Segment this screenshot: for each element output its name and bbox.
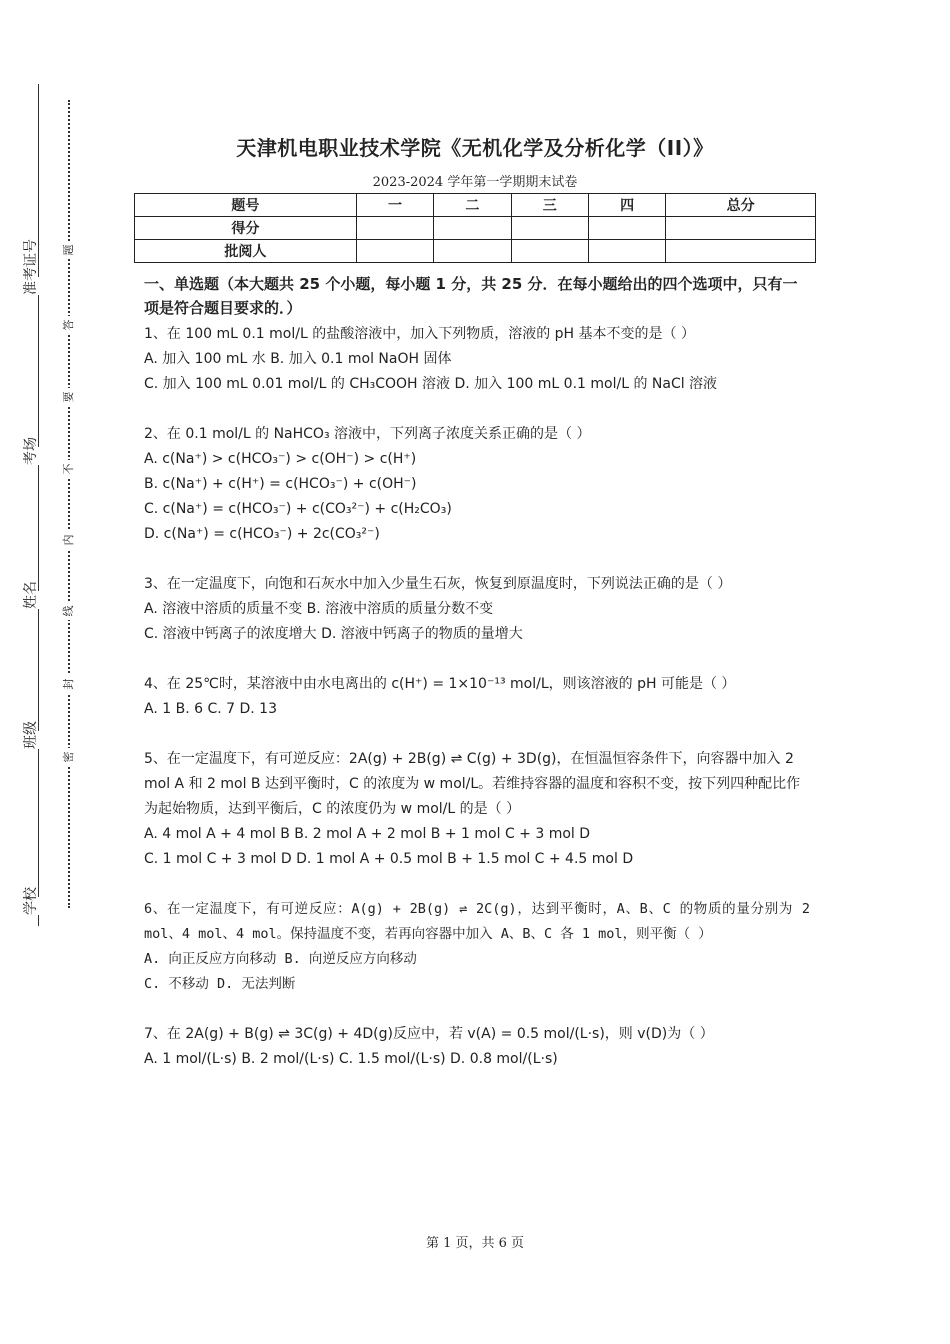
question-options: C. 溶液中钙离子的浓度增大 D. 溶液中钙离子的物质的量增大 [144,626,523,642]
question-stem: 1、在 100 mL 0.1 mol/L 的盐酸溶液中，加入下列物质，溶液的 pH 基本不变的是（ ） [144,326,695,342]
score-cell [511,240,588,263]
question-options: C. 不移动 D. 无法判断 [144,976,296,992]
score-cell: 三 [511,194,588,217]
seal-char: 封 [62,675,76,693]
score-cell [434,240,511,263]
score-cell: 二 [434,194,511,217]
question-7 [144,1022,810,1072]
margin-label-class: 班级 [23,721,39,749]
question-options: C. c(Na⁺) = c(HCO₃⁻) + c(CO₃²⁻) + c(H₂CO₃) [144,501,452,517]
question-stem: 7、在 2A(g) + B(g) ⇌ 3C(g) + 4D(g)反应中，若 v(A) = 0.5 mol/(L·s)，则 v(D)为（ ） [144,1026,714,1042]
score-cell: 总分 [666,194,816,217]
score-cell [666,217,816,240]
question-6 [144,897,810,997]
question-stem: 6、在一定温度下，有可逆反应：A(g) + 2B(g) ⇌ 2C(g)，达到平衡时，A、B、C 的物质的量分别为 2 mol、4 mol、4 mol。保持温度不变，若再向容器中加入 A、B、C 各 1 mol，则平衡（ ） [144,901,810,942]
question-options: C. 加入 100 mL 0.01 mol/L 的 CH₃COOH 溶液 D. 加入 100 mL 0.1 mol/L 的 NaCl 溶液 [144,376,718,392]
seal-char: 不 [62,460,76,478]
question-1 [144,322,810,397]
question-options: A. c(Na⁺) > c(HCO₃⁻) > c(OH⁻) > c(H⁺) [144,451,417,467]
score-cell: 得分 [135,217,357,240]
seal-char: 要 [62,388,76,406]
question-options: D. c(Na⁺) = c(HCO₃⁻) + 2c(CO₃²⁻) [144,526,380,542]
score-cell [511,217,588,240]
page-footer: 第 1 页，共 6 页 [425,1236,525,1251]
question-2 [144,422,810,547]
question-options: A. 1 mol/(L·s) B. 2 mol/(L·s) C. 1.5 mol/(L·s) D. 0.8 mol/(L·s) [144,1051,558,1067]
question-stem: 2、在 0.1 mol/L 的 NaHCO₃ 溶液中，下列离子浓度关系正确的是（ ） [144,426,591,442]
score-table-row [135,240,816,263]
score-cell [356,217,433,240]
question-options: C. 1 mol C + 3 mol D D. 1 mol A + 0.5 mol B + 1.5 mol C + 4.5 mol D [144,851,634,867]
score-table [134,193,816,263]
score-table-header-row [135,194,816,217]
exam-subtitle: 2023-2024 学年第一学期期末试卷 [372,175,578,190]
score-cell: 四 [588,194,665,217]
question-3 [144,572,810,647]
seal-char: 题 [62,241,76,259]
score-cell [434,217,511,240]
margin-label-exam-id: 准考证号 [23,239,39,295]
exam-title: 天津机电职业技术学院《无机化学及分析化学（II）》 [236,136,714,160]
binding-line [38,84,39,926]
score-cell [588,240,665,263]
question-options: A. 4 mol A + 4 mol B B. 2 mol A + 2 mol B + 1 mol C + 3 mol D [144,826,591,842]
question-stem: 4、在 25℃时，某溶液中由水电离出的 c(H⁺) = 1×10⁻¹³ mol/L，则该溶液的 pH 可能是（ ） [144,676,736,692]
question-list [144,322,810,1097]
seal-char: 密 [62,748,76,766]
section-title: 一、单选题（本大题共 25 个小题，每小题 1 分，共 25 分．在每小题给出的四个选项中，只有一项是符合题目要求的．） [144,275,798,317]
seal-char: 线 [62,602,76,620]
score-cell: 批阅人 [135,240,357,263]
seal-char: 答 [62,316,76,334]
seal-char: 内 [62,531,76,549]
question-options: B. c(Na⁺) + c(H⁺) = c(HCO₃⁻) + c(OH⁻) [144,476,417,492]
score-cell [666,240,816,263]
score-cell: 题号 [135,194,357,217]
score-cell: 一 [356,194,433,217]
score-cell [356,240,433,263]
margin-label-school: 学校 [23,887,39,915]
score-table-row [135,217,816,240]
question-options: A. 1 B. 6 C. 7 D. 13 [144,701,277,717]
question-options: A. 溶液中溶质的质量不变 B. 溶液中溶质的质量分数不变 [144,601,494,617]
question-4 [144,672,810,722]
question-stem: 3、在一定温度下，向饱和石灰水中加入少量生石灰，恢复到原温度时，下列说法正确的是（ ） [144,576,732,592]
score-cell [588,217,665,240]
margin-label-name: 姓名 [23,581,39,609]
seal-dotted-line [68,100,70,908]
question-stem: 5、在一定温度下，有可逆反应：2A(g) + 2B(g) ⇌ C(g) + 3D(g)，在恒温恒容条件下，向容器中加入 2 mol A 和 2 mol B 达到平衡时，C 的浓度为 w mol/L。若维持容器的温度和容积不变，按下列四种配比作为起始物质，达到平衡后，C 的浓度仍为 w mol/L 的是（ ） [144,751,801,817]
question-5 [144,747,810,872]
question-options: A. 加入 100 mL 水 B. 加入 0.1 mol NaOH 固体 [144,351,452,367]
margin-label-exam-room: 考场 [23,437,39,465]
question-options: A. 向正反应方向移动 B. 向逆反应方向移动 [144,951,417,967]
